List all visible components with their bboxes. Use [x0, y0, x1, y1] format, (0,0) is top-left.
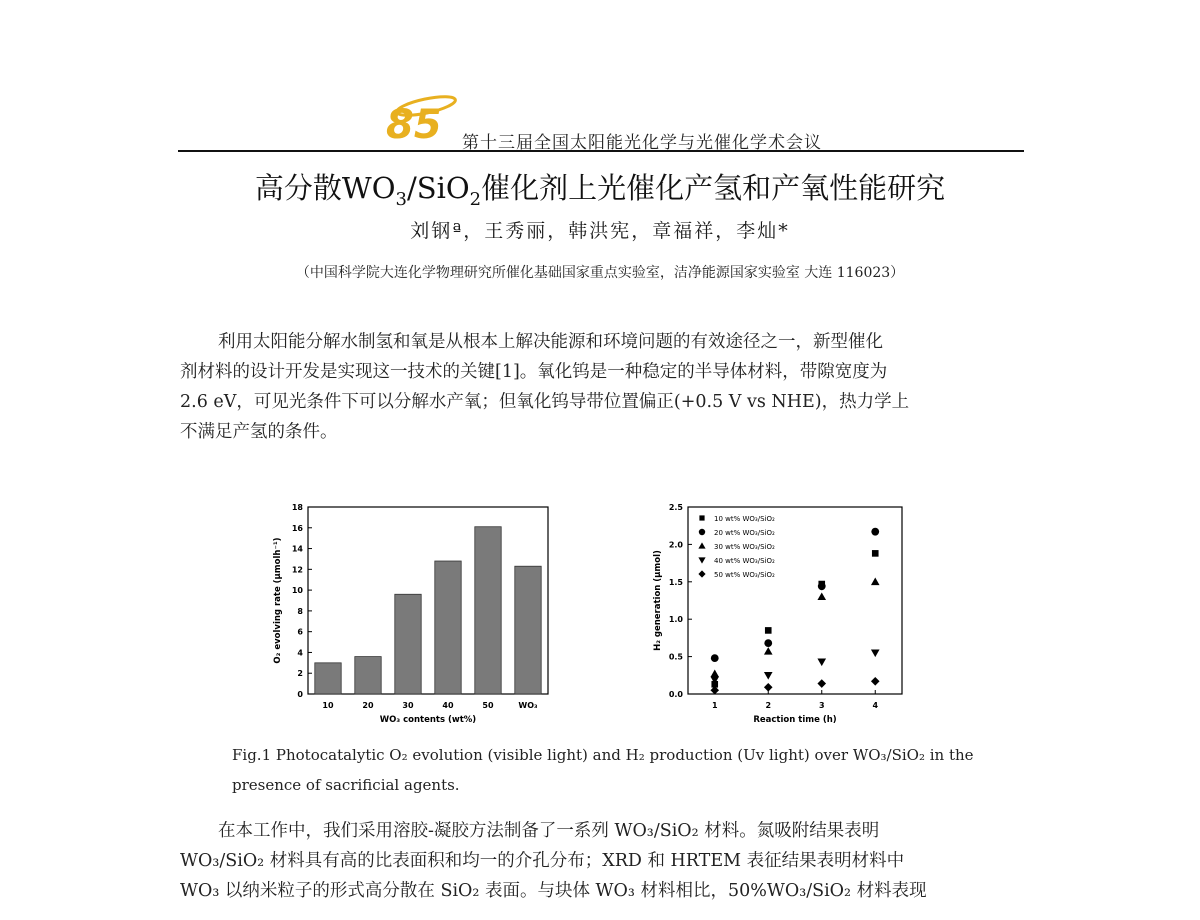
x-tick-label: 3: [818, 701, 825, 710]
y-tick-label: 0.5: [668, 652, 683, 662]
legend-label: 30 wt% WO₃/SiO₂: [714, 543, 775, 551]
x-tick-label: 2: [765, 701, 772, 710]
affiliation: （中国科学院大连化学物理研究所催化基础国家重点实验室，洁净能源国家实验室 大连 116023）: [295, 265, 905, 281]
legend-label: 50 wt% WO₃/SiO₂: [714, 571, 775, 579]
legend-label: 20 wt% WO₃/SiO₂: [714, 529, 775, 537]
bar: [435, 561, 461, 694]
y-tick-label: 0.0: [668, 690, 683, 699]
data-point: [871, 650, 880, 658]
bar: [315, 663, 341, 694]
plot-frame: [308, 507, 548, 694]
data-point: [710, 670, 719, 678]
data-point: [764, 647, 773, 655]
y-tick-label: 2: [297, 669, 303, 679]
legend-label: 10 wt% WO₃/SiO₂: [714, 515, 775, 523]
figure-caption: [232, 740, 992, 800]
y-tick-label: 1.5: [668, 577, 683, 587]
y-tick-label: 8: [297, 606, 303, 616]
title-part: /SiO: [406, 171, 470, 205]
data-point: [871, 578, 880, 586]
paragraph-line: WO₃ 以纳米粒子的形式高分散在 SiO₂ 表面。与块体 WO₃ 材料相比，50%WO₃/SiO₂ 材料表现: [180, 881, 927, 901]
bar: [395, 594, 421, 694]
y-tick-label: 12: [291, 565, 303, 575]
x-tick-label: 30: [402, 701, 414, 710]
o2-evolution-bar-chart: [260, 495, 560, 730]
data-point: [765, 627, 772, 634]
author-list: 刘钢ª，王秀丽，韩洪宪，章福祥，李灿*: [410, 220, 790, 242]
x-tick-label: WO₃: [518, 701, 538, 710]
logo-number: 85: [386, 102, 442, 144]
x-tick-label: 50: [482, 701, 494, 710]
data-point: [817, 592, 826, 600]
title-subscript: 3: [395, 188, 407, 210]
legend-marker: [698, 542, 705, 548]
legend-marker: [699, 515, 704, 520]
y-tick-label: 10: [291, 586, 303, 596]
conference-logo: [380, 88, 460, 144]
y-axis-label: O₂ evolving rate (μmolh⁻¹): [273, 537, 283, 664]
header-divider: [178, 150, 1024, 152]
y-tick-label: 0: [297, 690, 303, 699]
y-axis-label: H₂ generation (μmol): [653, 550, 663, 651]
caption-line: Fig.1 Photocatalytic O₂ evolution (visible light) and H₂ production (Uv light) over WO₃/SiO₂ in the: [232, 746, 974, 764]
conference-name: 第十三届全国太阳能光化学与光催化学术会议: [462, 133, 822, 153]
data-point: [817, 679, 826, 688]
data-point: [764, 683, 773, 692]
paragraph-line: 利用太阳能分解水制氢和氧是从根本上解决能源和环境问题的有效途径之一，新型催化: [218, 332, 883, 352]
legend-label: 40 wt% WO₃/SiO₂: [714, 557, 775, 565]
title-part: 催化剂上光催化产氢和产氧性能研究: [481, 171, 946, 205]
x-tick-label: 4: [872, 701, 879, 710]
legend-marker: [699, 529, 705, 535]
y-tick-label: 1.0: [668, 615, 683, 625]
y-tick-label: 18: [291, 503, 303, 512]
h2-generation-scatter-chart: [640, 495, 920, 730]
x-tick-label: 1: [711, 701, 718, 710]
legend-marker: [698, 570, 705, 577]
paper-title: [0, 166, 1200, 210]
bar: [515, 566, 541, 694]
y-tick-label: 14: [291, 544, 303, 554]
legend-marker: [698, 557, 705, 563]
paragraph-line: WO₃/SiO₂ 材料具有高的比表面积和均一的介孔分布；XRD 和 HRTEM 表征结果表明材料中: [180, 851, 905, 871]
title-subscript: 2: [469, 188, 482, 210]
y-tick-label: 16: [291, 523, 303, 533]
data-point: [872, 550, 879, 557]
paragraph-line: 不满足产氢的条件。: [180, 422, 338, 442]
x-tick-label: 20: [362, 701, 374, 710]
data-point: [764, 639, 772, 647]
y-tick-label: 2.5: [668, 503, 683, 512]
bar: [475, 527, 501, 694]
x-axis-label: WO₃ contents (wt%): [379, 715, 477, 725]
x-tick-label: 40: [442, 701, 454, 710]
y-tick-label: 4: [297, 648, 303, 658]
y-tick-label: 2.0: [668, 540, 683, 550]
data-point: [818, 582, 826, 590]
paragraph-line: 2.6 eV，可见光条件下可以分解水产氧；但氧化钨导带位置偏正(+0.5 V vs NHE)，热力学上: [180, 392, 910, 412]
x-tick-label: 10: [322, 701, 334, 710]
caption-line: presence of sacrificial agents.: [232, 776, 460, 794]
bar: [355, 657, 381, 694]
x-axis-label: Reaction time (h): [753, 715, 837, 725]
y-tick-label: 6: [297, 627, 303, 637]
method-paragraph: [180, 816, 1022, 906]
data-point: [871, 677, 880, 686]
title-part: 高分散WO: [254, 171, 396, 205]
data-point: [764, 672, 773, 680]
data-point: [817, 659, 826, 667]
paragraph-line: 剂材料的设计开发是实现这一技术的关键[1]。氧化钨是一种稳定的半导体材料，带隙宽度为: [180, 362, 888, 382]
data-point: [871, 528, 879, 536]
data-point: [711, 654, 719, 662]
intro-paragraph: [180, 327, 1022, 447]
paragraph-line: 在本工作中，我们采用溶胶-凝胶方法制备了一系列 WO₃/SiO₂ 材料。氮吸附结果表明: [218, 821, 880, 841]
